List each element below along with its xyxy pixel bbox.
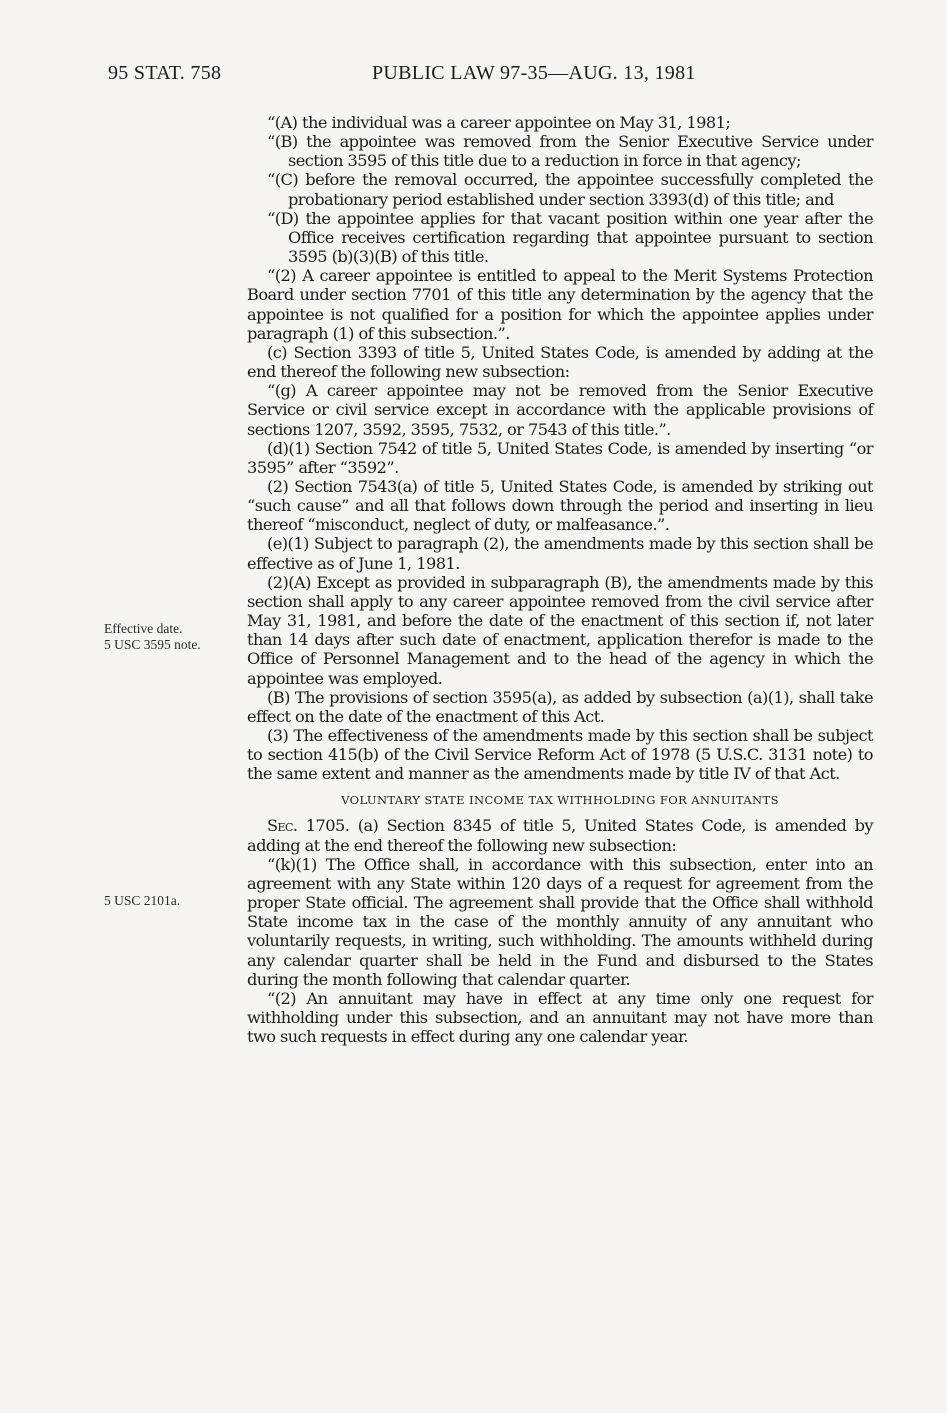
subsection-e1: (e)(1) Subject to paragraph (2), the amendments made by this section shall be effective as of June 1, 1981. — [247, 534, 873, 573]
margin-note-effective-date — [104, 621, 264, 653]
subparagraph-a: “(A) the individual was a career appointee on May 31, 1981; — [267, 113, 731, 132]
margin-note-usc — [104, 893, 264, 909]
section-label: Sec. 1705. — [267, 816, 350, 836]
subsection-e3: (3) The effectiveness of the amendments made by this section shall be subject to section 415(b) of the Civil Service Reform Act of 1978 (5 U.S.C. 3131 note) to the same extent and manner as the amendments made by title IV of that Act. — [247, 726, 873, 784]
page-header — [0, 62, 947, 96]
subsection-k1: “(k)(1) The Office shall, in accordance with this subsection, enter into an agreement with any State within 120 days of a request for agreement from the proper State official. The agreement shall provide that the Office shall withhold State income tax in the case of the monthly annuity of any annuitant who voluntarily requests, in writing, such withholding. The amounts withheld during any calendar quarter shall be held in the Fund and disbursed to the States during the month following that calendar quarter. — [247, 854, 873, 989]
subparagraph-c: “(C) before the removal occurred, the appointee successfully completed the probationary period established under section 3393(d) of this title; and — [267, 170, 873, 209]
subsection-g: “(g) A career appointee may not be removed from the Senior Executive Service or civil service except in accordance with the applicable provisions of sections 1207, 3592, 3595, 7532, or 7543 of this title.”. — [247, 381, 873, 439]
subsection-d2: (2) Section 7543(a) of title 5, United States Code, is amended by striking out “such cause” and all that follows down through the period and inserting in lieu thereof “misconduct, neglect of duty, or malfeasance.”. — [247, 476, 873, 535]
section-1705-a — [247, 816, 873, 854]
margin-note-line: 5 USC 3595 note. — [104, 637, 201, 652]
document-body — [247, 113, 873, 1046]
subsection-d1: (d)(1) Section 7542 of title 5, United States Code, is amended by inserting “or 3595” after “3592”. — [247, 438, 873, 477]
public-law-title: PUBLIC LAW 97-35—AUG. 13, 1981 — [372, 62, 696, 84]
subparagraph-d: “(D) the appointee applies for that vacant position within one year after the Office receives certification regarding that appointee pursuant to section 3595 (b)(3)(B) of this title. — [267, 208, 873, 267]
subparagraph-b: “(B) the appointee was removed from the Senior Executive Service under section 3595 of this title due to a reduction in force in that agency; — [267, 132, 873, 171]
statute-citation: 95 STAT. 758 — [108, 62, 222, 84]
subsection-c: (c) Section 3393 of title 5, United States Code, is amended by adding at the end thereof the following new subsection: — [247, 342, 873, 382]
paragraph-2: “(2) A career appointee is entitled to appeal to the Merit Systems Protection Board under section 7701 of this title any determination by the agency that the appointee is not qualified for a position for which the appointee applies under paragraph (1) of this subsection.”. — [247, 266, 873, 343]
margin-note-line: 5 USC 2101a. — [104, 893, 181, 908]
margin-note-line: Effective date. — [104, 621, 183, 636]
subsection-k2: “(2) An annuitant may have in effect at any time only one request for withholding under this subsection, and an annuitant may not have more than two such requests in effect during any one calendar year. — [247, 988, 873, 1047]
section-1705-a-text: (a) Section 8345 of title 5, United States Code, is amended by adding at the end thereof the following new subsection: — [247, 816, 874, 855]
section-heading: VOLUNTARY STATE INCOME TAX WITHHOLDING FOR ANNUITANTS — [341, 793, 779, 808]
subsection-e2a: (2)(A) Except as provided in subparagraph (B), the amendments made by this section shall apply to any career appointee removed from the civil service after May 31, 1981, and before the date of the enactment of this section if, not later than 14 days after such date of enactment, application therefor is made to the Office of Personnel Management and to the head of the agency in which the appointee was employed. — [247, 572, 873, 688]
subsection-e2b: (B) The provisions of section 3595(a), as added by subsection (a)(1), shall take effect on the date of the enactment of this Act. — [247, 687, 873, 726]
